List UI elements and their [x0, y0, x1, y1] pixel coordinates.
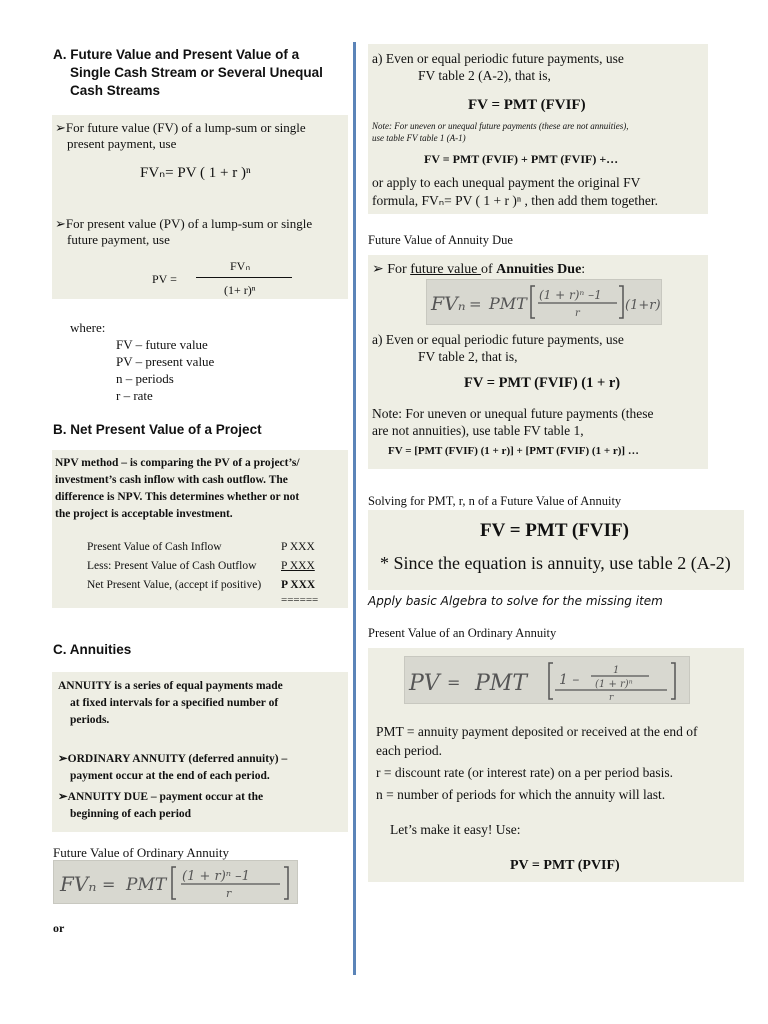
- svg-text:=: =: [469, 295, 482, 313]
- solving-formula: FV = PMT (FVIF): [480, 520, 629, 541]
- where-list: FV – future value PV – present value n – periods r – rate: [116, 337, 215, 403]
- pv-annuity-heading: Present Value of an Ordinary Annuity: [368, 626, 557, 640]
- pv-pvif-formula: PV = PMT (PVIF): [510, 858, 620, 873]
- svg-text:(1 + r)ⁿ –1: (1 + r)ⁿ –1: [182, 869, 250, 884]
- fv-bullet: ➢For future value (FV) of a lump-sum or single: [55, 120, 306, 135]
- svg-text:r: r: [226, 887, 232, 900]
- npv-box: NPV method – is comparing the PV of a project’s/ investment’s cash inflow with cash outflow. The difference is NPV. This determines whether or not the project is acceptable investment. Present Value of Cash Inflow P XXX Less: Present Value of Cash Outflow P XXX Net Present Value, (accept if positive) P XXX ======: [52, 450, 348, 608]
- svg-text:=: =: [102, 875, 116, 894]
- annuity-due-bullet: ➢ANNUITY DUE – payment occur at the: [58, 791, 264, 803]
- fv-formula-bold: FV = PMT (FVIF): [468, 97, 586, 113]
- arrow-bullet-icon: ➢: [58, 753, 68, 765]
- annuity-due-heading: Future Value of Annuity Due: [368, 233, 513, 247]
- fv-due-uneven-formula: FV = [PMT (FVIF) (1 + r)] + [PMT (FVIF) (1 + r)] …: [388, 445, 639, 457]
- pv-bullet: ➢For present value (PV) of a lump-sum or single: [55, 216, 313, 231]
- fv-formula: FVₙ= PV ( 1 + r )ⁿ: [140, 165, 251, 181]
- fv-ordinary-heading: Future Value of Ordinary Annuity: [53, 845, 229, 860]
- fv-uneven-formula: FV = PMT (FVIF) + PMT (FVIF) +…: [424, 152, 619, 166]
- svg-text:1: 1: [613, 665, 620, 676]
- npv-row: Present Value of Cash Inflow P XXX: [87, 541, 315, 553]
- svg-text:(1 + r)ⁿ –1: (1 + r)ⁿ –1: [539, 288, 602, 302]
- column-divider: [353, 42, 356, 975]
- svg-text:=: =: [447, 673, 461, 692]
- fv-table-box: a) Even or equal periodic future payments, use FV table 2 (A-2), that is, FV = PMT (FVIF) Note: For uneven or unequal future payments (these are not annuities), use table FV table 1 (A-1) FV = PMT (FVIF) + PMT (FVIF) +… or apply to each unequal payment the original FV formula, FVₙ= PV ( 1 + r )ⁿ , then add them together.: [368, 44, 708, 214]
- svg-text:PMT: PMT: [489, 294, 527, 313]
- solving-heading: Solving for PMT, r, n of a Future Value of Annuity: [368, 494, 622, 508]
- arrow-bullet-icon: ➢: [55, 216, 66, 231]
- svg-text:FVₙ: FVₙ: [431, 293, 466, 315]
- npv-row: Net Present Value, (accept if positive) P XXX: [87, 579, 316, 591]
- svg-text:(1 + r)ⁿ: (1 + r)ⁿ: [595, 679, 633, 690]
- svg-text:PMT: PMT: [475, 671, 528, 696]
- pv-annuity-box: PV = PMT 1 – 1 (1 + r)ⁿ r PMT = annuity payment deposited or received at the end of each period. r = discount rate (or interest rate) on a per period basis. n = number of periods for which the annuity will last. Let’s make it easy! Use: PV = PMT (PVIF): [368, 648, 744, 882]
- algebra-note: Apply basic Algebra to solve for the missing item: [368, 594, 663, 608]
- ordinary-annuity-bullet: ➢ORDINARY ANNUITY (deferred annuity) –: [58, 753, 288, 765]
- npv-row: Less: Present Value of Cash Outflow P XXX: [87, 560, 315, 572]
- svg-text:PV: PV: [409, 671, 440, 696]
- section-b-title: B. Net Present Value of a Project: [53, 422, 262, 437]
- section-a-title: A. Future Value and Present Value of a Single Cash Stream or Several Unequal Cash Streams: [53, 47, 323, 98]
- handwritten-formula-image: [427, 280, 661, 324]
- fv-pv-box: ➢For future value (FV) of a lump-sum or single present payment, use FVₙ= PV ( 1 + r )ⁿ ➢For present value (PV) of a lump-sum or single future payment, use PV = FVₙ (1+ r)ⁿ: [52, 115, 348, 299]
- svg-text:FVₙ: FVₙ: [60, 872, 97, 896]
- annuity-due-box: ➢ For future value of Annuities Due: FVₙ = PMT (1 + r)ⁿ –1 r (1+r) a) Even or equal periodic future payments, use FV table 2, that is, FV = PMT (FVIF) (1 + r) Note: For uneven or unequal future payments (these are not annuities), use table FV table 1, FV = [PMT (FVIF) (1 + r)] + [PMT (FVIF) (1 + r)] …: [368, 255, 708, 469]
- solving-note: * Since the equation is annuity, use table 2 (A-2): [380, 553, 731, 573]
- fv-due-handwritten-formula: [426, 279, 662, 325]
- fv-ordinary-handwritten-formula: [53, 860, 298, 904]
- handwritten-formula-image: [405, 657, 689, 703]
- svg-text:(1+r): (1+r): [625, 298, 661, 313]
- easy-note: Let’s make it easy! Use:: [390, 822, 521, 837]
- handwritten-formula-image: [54, 861, 297, 903]
- arrow-bullet-icon: ➢: [55, 120, 66, 135]
- arrow-bullet-icon: ➢: [372, 262, 388, 277]
- pv-handwritten-formula: [404, 656, 690, 704]
- svg-text:PMT: PMT: [126, 875, 167, 895]
- section-c-title: C. Annuities: [53, 642, 132, 657]
- where-label: where:: [70, 320, 106, 335]
- annuity-due-bullet-line: ➢ For future value of Annuities Due:: [372, 262, 586, 277]
- svg-text:r: r: [575, 308, 580, 319]
- svg-text:1 –: 1 –: [559, 672, 580, 688]
- fv-due-formula: FV = PMT (FVIF) (1 + r): [464, 375, 621, 391]
- npv-double-rule: ======: [281, 594, 319, 606]
- arrow-bullet-icon: ➢: [58, 791, 68, 803]
- or-text: or: [53, 921, 65, 935]
- pv-formula: PV = FVₙ (1+ r)ⁿ: [152, 259, 302, 299]
- annuity-box: ANNUITY is a series of equal payments made at fixed intervals for a specified number of periods. ➢ORDINARY ANNUITY (deferred annuity) – payment occur at the end of each period. ➢ANNUITY DUE – payment occur at the beginning of each period: [52, 672, 348, 832]
- npv-table: [87, 538, 345, 609]
- solving-box: [368, 510, 744, 590]
- fraction-bar: [196, 277, 292, 278]
- svg-text:r: r: [609, 693, 614, 703]
